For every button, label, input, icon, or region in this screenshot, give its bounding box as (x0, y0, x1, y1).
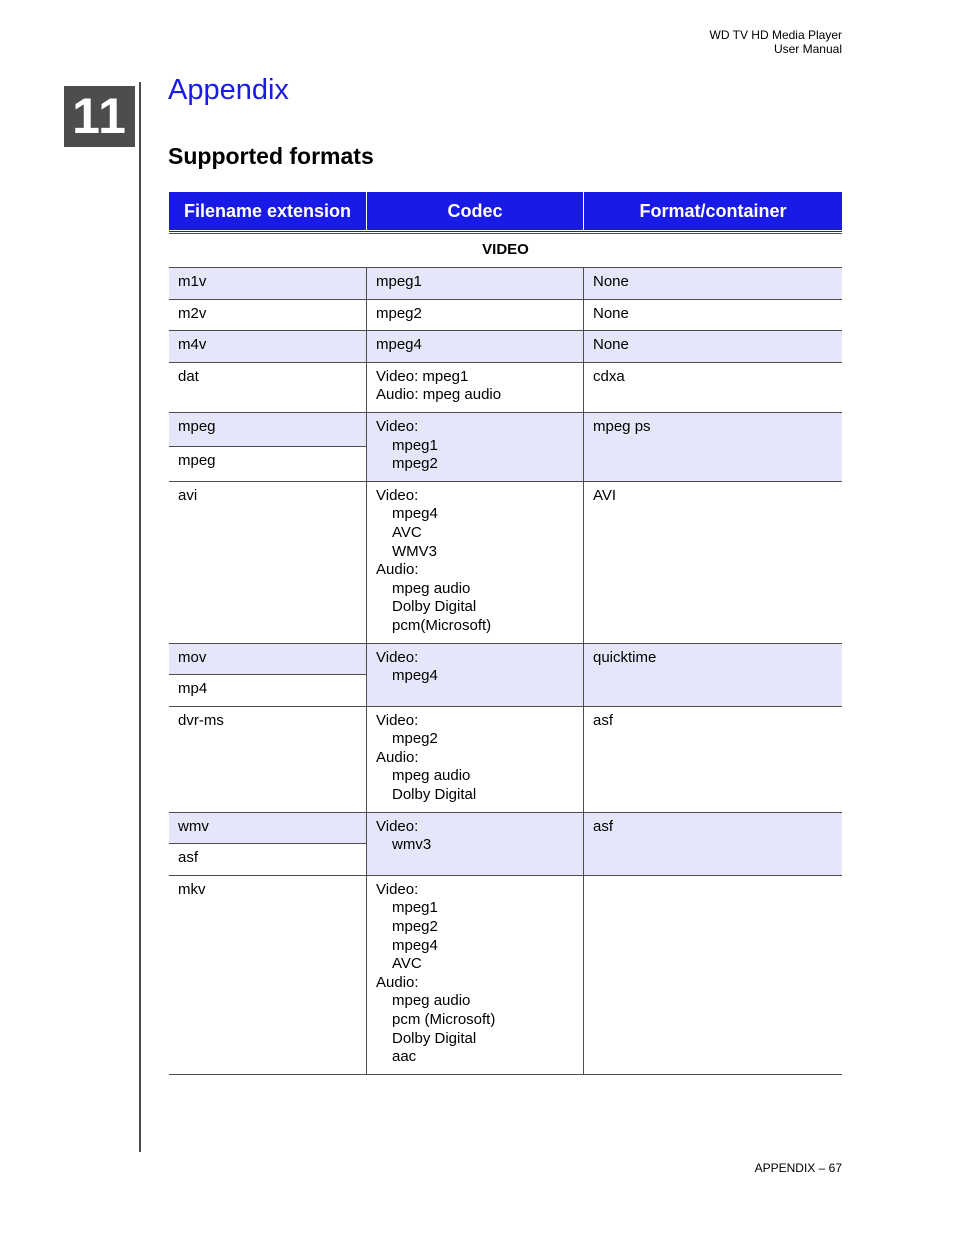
format-cell (584, 876, 842, 1074)
codec-line: mpeg2 (392, 455, 438, 473)
table-header (169, 192, 842, 233)
codec-line: Audio: (376, 748, 419, 766)
format-cell: mpeg ps (593, 417, 651, 435)
col-header-extension: Filename extension (169, 192, 367, 230)
extension-cell: m1v (169, 268, 367, 299)
codec-line: Video: (376, 648, 419, 666)
table-row (169, 331, 842, 363)
codec-cell (367, 300, 584, 331)
extension-cell: dat (169, 363, 367, 412)
table-row (169, 268, 842, 300)
codec-line: WMV3 (392, 542, 437, 560)
codec-cell (367, 876, 584, 1074)
table-row (169, 300, 842, 332)
formats-table (169, 192, 842, 1075)
codec-line: mpeg4 (392, 936, 438, 954)
codec-line: Dolby Digital (392, 598, 477, 616)
codec-line: Audio: (376, 973, 419, 991)
table-section-label: VIDEO (169, 234, 842, 268)
codec-line: Dolby Digital (392, 1029, 477, 1047)
extension-text: mpeg (169, 413, 366, 446)
chapter-number: 11 (64, 86, 135, 147)
codec-cell (367, 707, 584, 812)
format-cell: None (593, 273, 629, 290)
chapter-title: Appendix (168, 74, 289, 106)
codec-line: mpeg4 (392, 667, 438, 685)
extension-cell (169, 813, 367, 875)
codec-line: Video: (376, 417, 419, 435)
extension-text: wmv (169, 813, 366, 844)
format-cell: quicktime (593, 648, 657, 666)
codec-line: pcm(Microsoft) (392, 616, 492, 634)
codec-line: aac (392, 1048, 417, 1066)
codec-line: Audio: mpeg audio (376, 386, 502, 404)
codec-cell (367, 482, 584, 643)
codec-line: mpeg4 (392, 505, 438, 523)
table-row (169, 707, 842, 813)
col-header-format: Format/container (639, 200, 787, 221)
extension-cell: dvr-ms (169, 707, 367, 812)
codec-line: pcm (Microsoft) (392, 1011, 496, 1028)
format-cell: asf (593, 711, 614, 729)
codec-line: mpeg4 (376, 336, 422, 354)
codec-line: mpeg1 (376, 273, 422, 290)
codec-line: mpeg2 (392, 918, 438, 936)
codec-cell (367, 813, 584, 875)
codec-line: AVC (392, 523, 422, 541)
table-row (169, 644, 842, 707)
codec-cell (367, 331, 584, 362)
codec-line: Audio: (376, 561, 419, 579)
format-cell: asf (593, 817, 614, 835)
extension-text: asf (169, 843, 366, 875)
page-footer: APPENDIX – 67 (754, 1161, 842, 1175)
codec-line: wmv3 (392, 836, 432, 854)
codec-cell (367, 268, 584, 299)
codec-line: AVC (392, 955, 422, 973)
format-cell: AVI (593, 486, 617, 504)
codec-line: mpeg audio (392, 767, 471, 785)
table-row (169, 413, 842, 482)
section-title: Supported formats (168, 143, 374, 169)
codec-line: Video: (376, 880, 419, 898)
extension-cell (169, 413, 367, 481)
extension-cell: m2v (169, 300, 367, 331)
extension-cell: m4v (169, 331, 367, 362)
codec-cell (367, 644, 584, 706)
codec-line: Dolby Digital (392, 786, 477, 804)
codec-line: mpeg1 (392, 436, 438, 454)
codec-line: mpeg1 (392, 899, 438, 917)
extension-cell: avi (169, 482, 367, 643)
format-cell: None (593, 336, 629, 354)
codec-line: mpeg2 (392, 730, 438, 748)
header-doc: User Manual (773, 42, 842, 56)
extension-text: mp4 (169, 674, 366, 706)
codec-line: Video: (376, 817, 419, 835)
table-row (169, 813, 842, 876)
table-body (169, 268, 842, 1075)
codec-line: Video: mpeg1 (376, 367, 469, 385)
format-cell: cdxa (593, 367, 625, 385)
codec-cell (367, 413, 584, 481)
format-cell: None (593, 304, 629, 322)
codec-cell (367, 363, 584, 412)
table-row (169, 876, 842, 1075)
codec-line: Video: (376, 486, 419, 504)
extension-text: mov (169, 644, 366, 675)
table-row (169, 363, 842, 413)
codec-line: Video: (376, 711, 419, 729)
extension-text: mpeg (169, 446, 366, 480)
codec-line: mpeg audio (392, 992, 471, 1010)
chapter-rule (139, 82, 141, 1152)
table-row (169, 482, 842, 644)
extension-cell: mkv (169, 876, 367, 1074)
col-header-codec: Codec (367, 192, 584, 230)
header-product: WD TV HD Media Player (709, 28, 842, 42)
running-header (710, 28, 842, 56)
extension-cell (169, 644, 367, 706)
codec-line: mpeg2 (376, 304, 422, 322)
codec-line: mpeg audio (392, 579, 471, 597)
